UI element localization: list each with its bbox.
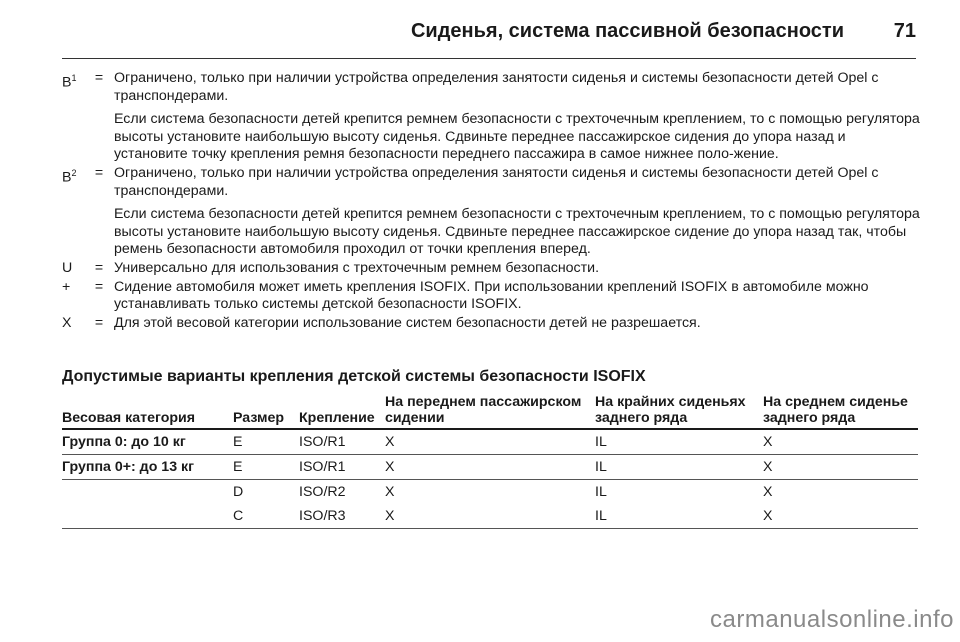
legend-text: Ограничено, только при наличии устройства определения занятости сиденья и системы безопасности детей Opel с транспондерами. (114, 164, 879, 199)
table-cell: X (763, 484, 773, 500)
legend-key: B (62, 169, 72, 186)
legend-key: + (62, 278, 71, 295)
table-cell: X (385, 455, 595, 480)
legend-key: X (62, 314, 72, 331)
table-row (62, 480, 918, 505)
table-row (62, 455, 918, 480)
legend-entry-u (62, 260, 922, 279)
page-number: 71 (893, 20, 916, 42)
table-cell: X (385, 484, 395, 500)
table-cell: IL (595, 504, 763, 529)
watermark: carmanualsonline.info (710, 606, 954, 633)
page-header (62, 14, 916, 54)
table-cell (62, 480, 233, 505)
table-cell: X (385, 504, 595, 529)
column-header: Весовая категория (62, 410, 196, 426)
table-cell: ISO/R1 (299, 429, 385, 455)
table-cell: X (763, 455, 918, 480)
table-cell: X (385, 429, 595, 455)
legend-equals: = (94, 70, 104, 86)
legend-equals: = (94, 164, 104, 181)
table-cell: ISO/R2 (299, 484, 346, 500)
table-cell: ISO/R3 (299, 504, 385, 529)
table-cell: Группа 0: до 10 кг (62, 429, 233, 455)
legend-entry-plus (62, 279, 922, 315)
legend-text: Универсально для использования с трехточечным ремнем безопасности. (114, 259, 600, 276)
legend-text: Для этой весовой категории использование систем безопасности детей не разрешается. (114, 314, 701, 331)
legend-entry-b2 (62, 165, 922, 260)
legend-text: Если система безопасности детей крепится ремнем безопасности с трехточечным креплением, то с помощью регулятора высоты установите наибольшую высоту сиденья. Сдвиньте переднее пассажирское сидение до упора назад так, чтобы ремень безопасности автомобиля проходил от точки крепления вперед. (114, 206, 920, 258)
legend-text: Сидение автомобиля может иметь крепления ISOFIX. При использовании креплений ISOFIX в автомобиле можно устанавливать только системы детской безопасности ISOFIX. (114, 278, 869, 313)
legend-key: B (62, 74, 72, 91)
header-divider (62, 58, 916, 59)
legend-key-superscript: 1 (71, 73, 77, 83)
legend-key-superscript: 2 (71, 167, 77, 178)
table-header-row (62, 394, 918, 429)
table-cell: X (763, 429, 918, 455)
table-cell: ISO/R1 (299, 455, 385, 480)
legend-equals: = (94, 314, 104, 331)
table-cell: X (763, 504, 918, 529)
table-cell: D (233, 484, 244, 500)
table-cell: E (233, 455, 299, 480)
legend-entry-x (62, 315, 922, 334)
legend-list (62, 70, 922, 333)
legend-equals: = (94, 259, 104, 276)
legend-equals: = (94, 278, 104, 295)
table-cell: E (233, 429, 299, 455)
section-title: Допустимые варианты крепления детской системы безопасности ISOFIX (62, 368, 646, 385)
page-title: Сиденья, система пассивной безопасности (410, 20, 844, 42)
column-header: Крепление (299, 410, 375, 426)
table-cell: C (233, 504, 299, 529)
table-cell (62, 504, 233, 529)
table-cell: IL (595, 455, 763, 480)
legend-key: U (62, 259, 73, 276)
table-cell: Группа 0+: до 13 кг (62, 455, 233, 480)
table-row (62, 504, 918, 529)
isofix-table (62, 394, 918, 529)
table-cell: IL (595, 484, 607, 500)
column-header: На переднем пассажирском сидении (385, 394, 582, 426)
column-header: Размер (233, 410, 285, 426)
table-cell: IL (595, 429, 763, 455)
legend-text: Если система безопасности детей крепится ремнем безопасности с трехточечным креплением, то с помощью регулятора высоты установите наибольшую высоту сиденья. Сдвиньте переднее пассажирское сидения до упора назад и установите точку крепления ремня безопасности переднего пассажира в самое нижнее поло-жение. (114, 111, 920, 163)
column-header: На крайних сиденьях заднего ряда (595, 394, 746, 426)
legend-entry-b1 (62, 70, 922, 165)
table-row (62, 429, 918, 455)
legend-text: Ограничено, только при наличии устройства определения занятости сиденья и системы безопасности детей Opel с транспондерами. (114, 70, 879, 104)
column-header: На среднем сиденье заднего ряда (763, 394, 908, 426)
